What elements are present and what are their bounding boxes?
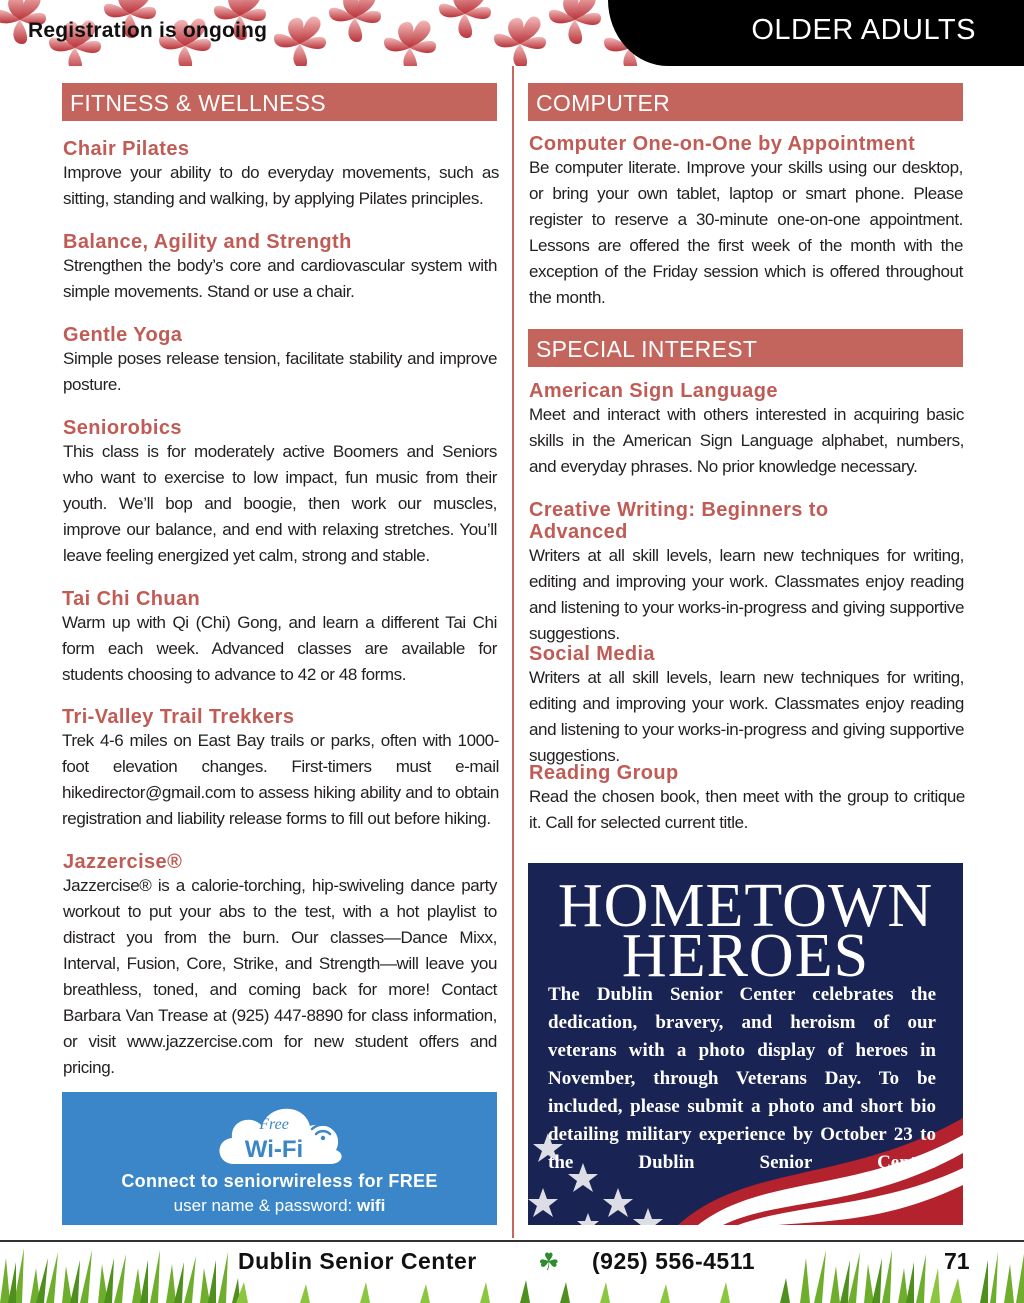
class-description: Simple poses release tension, facilitate stability and improve posture.	[63, 349, 497, 394]
class-entry-jazzercise	[63, 851, 497, 1081]
category-title: OLDER ADULTS	[751, 14, 976, 46]
class-title: American Sign Language	[529, 380, 778, 402]
category-tab	[608, 0, 1024, 66]
class-title: Gentle Yoga	[63, 324, 183, 346]
class-entry-seniorobics	[63, 417, 497, 569]
class-entry-chair-pilates	[63, 138, 499, 212]
class-entry-gentle-yoga	[63, 324, 497, 398]
class-description: Be computer literate. Improve your skills using our desktop, or bring your own tablet, laptop or smart phone. Please register to reserve a 30-minute one-on-one appointment. Lessons are offered the first week of the month with the exception of the Friday session which is offered throughout the month.	[529, 158, 963, 307]
wifi-connect-text: Connect to seniorwireless for FREE	[121, 1171, 438, 1191]
class-description: This class is for moderately active Boomers and Seniors who want to exercise to low impact, fun music from their youth. We’ll bop and boogie, then work our muscles, improve our balance, and end with relaxing stretches. You’ll leave feeling energized yet calm, strong and stable.	[63, 442, 497, 565]
class-entry-social-media	[529, 643, 964, 769]
heroes-title-line2: HEROES	[621, 922, 870, 990]
wifi-credentials-label: user name & password:	[173, 1196, 357, 1215]
footer-center-name: Dublin Senior Center	[238, 1248, 477, 1274]
column-divider	[512, 66, 514, 1238]
fitness-section-header: FITNESS & WELLNESS	[62, 83, 497, 121]
class-entry-creative-writing	[529, 499, 964, 647]
class-description: Trek 4-6 miles on East Bay trails or parks, often with 1000-foot elevation changes. First-timers must e-mail hikedirector@gmail.com to assess hiking ability and to obtain registration and liability release forms to fill out before hiking.	[62, 731, 499, 828]
computer-section-header: COMPUTER	[528, 83, 963, 121]
wifi-label: Wi-Fi	[244, 1136, 304, 1163]
class-description: Writers at all skill levels, learn new techniques for writing, editing and improving your work. Classmates enjoy reading and listening to your works-in-progress and giving supportive suggestions.	[529, 668, 964, 765]
class-description: Writers at all skill levels, learn new techniques for writing, editing and improving your work. Classmates enjoy reading and listening to your works-in-progress and giving supportive suggestions.	[529, 546, 964, 643]
wifi-credentials	[62, 1196, 497, 1216]
class-title: Chair Pilates	[63, 138, 190, 160]
free-wifi-box	[62, 1092, 497, 1225]
class-entry-trail-trekkers	[62, 706, 499, 832]
class-title: Seniorobics	[63, 417, 182, 439]
footer-divider	[0, 1240, 1024, 1242]
class-title: Social Media	[529, 643, 655, 665]
shamrock-icon: ☘	[538, 1249, 560, 1276]
grass-decoration	[0, 1238, 1024, 1303]
wifi-credentials-value: wifi	[356, 1196, 386, 1215]
class-title: Jazzercise®	[63, 851, 183, 873]
hometown-heroes-box	[528, 863, 963, 1225]
class-entry-computer-one-on-one	[529, 133, 963, 311]
registration-notice: Registration is ongoing	[28, 19, 268, 42]
special-interest-section-header: SPECIAL INTEREST	[528, 329, 963, 367]
heroes-description: The Dublin Senior Center celebrates the dedication, bravery, and heroism of our veterans with a photo display of heroes in November, through Veterans Day. To be included, please submit a photo and short bio detailing military experience by October 23 to the Dublin Senior Center.	[548, 984, 936, 1173]
class-title: Tai Chi Chuan	[62, 588, 201, 610]
class-description: Meet and interact with others interested in acquiring basic skills in the American Sign Language alphabet, numbers, and everyday phrases. No prior knowledge necessary.	[529, 405, 964, 476]
wifi-cloud-icon	[212, 1100, 348, 1168]
top-banner	[0, 0, 1024, 66]
class-description: Jazzercise® is a calorie-torching, hip-swiveling dance party workout to put your abs to the test, with a hot playlist to distract you from the burn. Our classes—Dance Mixx, Interval, Fusion, Core, Strike, and Strength—will leave you breathless, toned, and coming back for more! Contact Barbara Van Trease at (925) 447-8890 for class information, or visit www.jazzercise.com for new student offers and pricing.	[63, 876, 497, 1077]
class-title: Creative Writing: Beginners to Advanced	[529, 499, 829, 543]
class-entry-tai-chi	[62, 588, 497, 688]
class-description: Warm up with Qi (Chi) Gong, and learn a different Tai Chi form each week. Advanced classes are available for students choosing to advance to 42 or 48 forms.	[62, 613, 497, 684]
heroes-title-line1: HOMETOWN	[557, 872, 934, 940]
footer-phone: (925) 556-4511	[592, 1248, 756, 1274]
class-description: Strengthen the body’s core and cardiovascular system with simple movements. Stand or use a chair.	[63, 256, 497, 301]
class-entry-balance	[63, 231, 497, 305]
class-title: Reading Group	[529, 762, 679, 784]
class-entry-reading-group	[529, 762, 965, 836]
class-description: Read the chosen book, then meet with the group to critique it. Call for selected current title.	[529, 787, 965, 832]
class-title: Balance, Agility and Strength	[63, 231, 352, 253]
class-entry-sign-language	[529, 380, 964, 480]
page-footer	[0, 1238, 1024, 1303]
class-description: Improve your ability to do everyday movements, such as sitting, standing and walking, by applying Pilates principles.	[63, 163, 499, 208]
page-number: 71	[944, 1248, 970, 1274]
class-title: Tri-Valley Trail Trekkers	[62, 706, 295, 728]
class-title: Computer One-on-One by Appointment	[529, 133, 916, 155]
wifi-free-label: Free	[259, 1116, 289, 1133]
